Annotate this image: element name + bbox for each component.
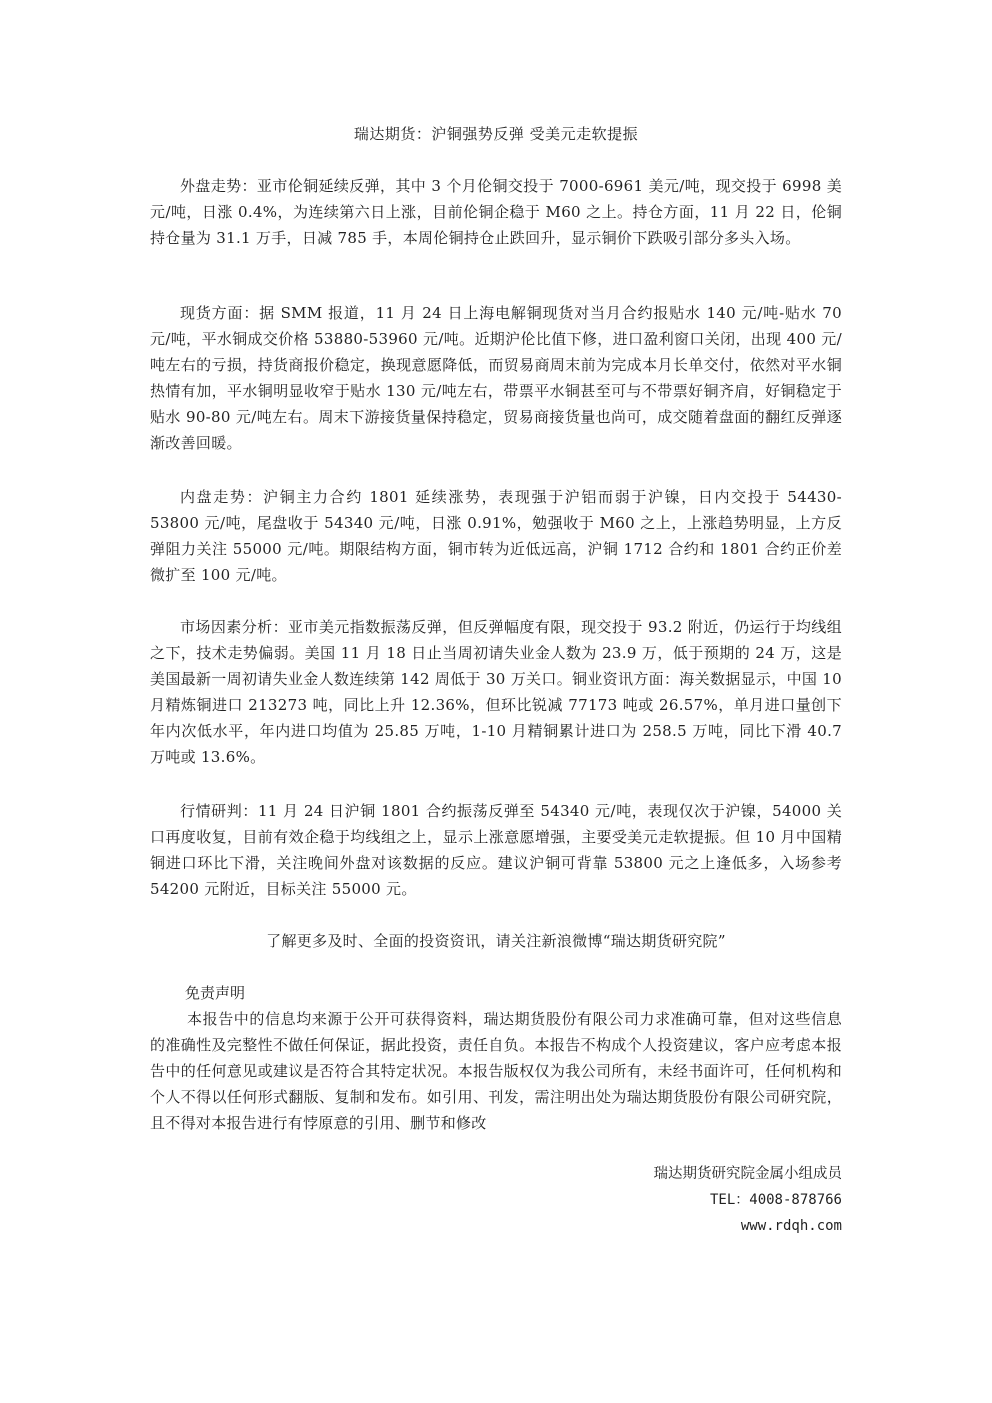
disclaimer-body: 本报告中的信息均来源于公开可获得资料，瑞达期货股份有限公司力求准确可靠，但对这些信息的准确性及完整性不做任何保证，据此投资，责任自负。本报告不构成个人投资建议，客户应考虑本报告中的任何意见或建议是否符合其特定状况。本报告版权仅为我公司所有，未经书面许可，任何机构和个人不得以任何形式翻版、复制和发布。如引用、刊发，需注明出处为瑞达期货股份有限公司研究院，且不得对本报告进行有悖原意的引用、删节和修改 [150,1010,842,1132]
paragraph-spot-market: 现货方面：据 SMM 报道，11 月 24 日上海电解铜现货对当月合约报贴水 140 元/吨-贴水 70 元/吨，平水铜成交价格 53880-53960 元/吨。近期沪伦比值下修，进口盈利窗口关闭，出现 400 元/吨左右的亏损，持货商报价稳定，换现意愿降低，而贸易商周末前为完成本月长单交付，依然对平水铜热情有加，平水铜明显收窄于贴水 130 元/吨左右，带票平水铜甚至可与不带票好铜齐肩，好铜稳定于贴水 90-80 元/吨左右。周末下游接货量保持稳定，贸易商接货量也尚可，成交随着盘面的翻红反弹逐渐改善回暖。 [150,304,842,452]
disclaimer-title: 免责声明 [185,984,246,1002]
paragraph-market-factors: 市场因素分析：亚市美元指数振荡反弹，但反弹幅度有限，现交投于 93.2 附近，仍运行于均线组之下，技术走势偏弱。美国 11 月 18 日止当周初请失业金人数为 23.9 万，低于预期的 24 万，这是美国最新一周初请失业金人数连续第 142 周低于 30 万关口。铜业资讯方面：海关数据显示，中国 10 月精炼铜进口 213273 吨，同比上升 12.36%，但环比锐减 77173 吨或 26.57%，单月进口量创下年内次低水平，年内进口均值为 25.85 万吨，1-10 月精铜累计进口为 258.5 万吨，同比下滑 40.7 万吨或 13.6%。 [150,618,842,766]
signature-team: 瑞达期货研究院金属小组成员 [653,1166,842,1182]
paragraph-overseas-market: 外盘走势：亚市伦铜延续反弹，其中 3 个月伦铜交投于 7000-6961 美元/吨，现交投于 6998 美元/吨，日涨 0.4%，为连续第六日上涨，目前伦铜企稳于 M60 之上。持仓方面，11 月 22 日，伦铜持仓量为 31.1 万手，日减 785 手，本周伦铜持仓止跌回升，显示铜价下跌吸引部分多头入场。 [150,177,842,247]
paragraph-domestic-market: 内盘走势：沪铜主力合约 1801 延续涨势，表现强于沪铝而弱于沪镍，日内交投于 54430-53800 元/吨，尾盘收于 54340 元/吨，日涨 0.91%，勉强收于 M60 之上，上涨趋势明显，上方反弹阻力关注 55000 元/吨。期限结构方面，铜市转为近低远高，沪铜 1712 合约和 1801 合约正价差微扩至 100 元/吨。 [150,488,842,584]
paragraph-outlook: 行情研判：11 月 24 日沪铜 1801 合约振荡反弹至 54340 元/吨，表现仅次于沪镍，54000 关口再度收复，目前有效企稳于均线组之上，显示上涨意愿增强，主要受美元走软提振。但 10 月中国精铜进口环比下滑，关注晚间外盘对该数据的反应。建议沪铜可背靠 53800 元之上逢低多，入场参考 54200 元附近，目标关注 55000 元。 [150,802,842,898]
weibo-notice: 了解更多及时、全面的投资资讯，请关注新浪微博“瑞达期货研究院” [266,932,726,950]
signature-tel: TEL：4008-878766 [709,1192,842,1208]
document-title: 瑞达期货：沪铜强势反弹 受美元走软提振 [353,125,639,143]
signature-website: www.rdqh.com [740,1218,842,1234]
